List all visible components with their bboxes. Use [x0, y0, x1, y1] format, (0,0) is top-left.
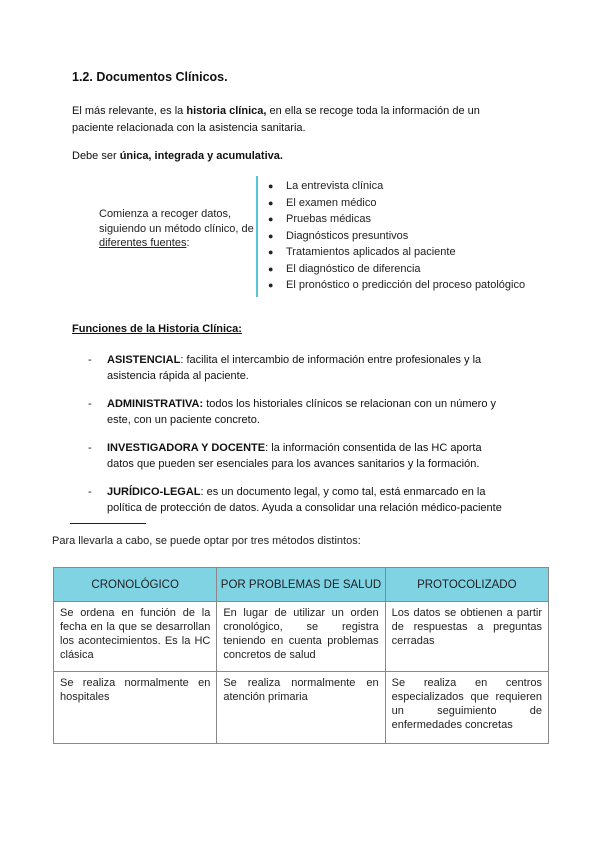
function-item: [88, 352, 508, 384]
must-be-paragraph: [72, 150, 283, 162]
collect-method-item: ● El pronóstico o predicción del proceso patológico: [268, 277, 525, 294]
collect-method-item: ● Pruebas médicas: [268, 211, 525, 228]
function-label: ADMINISTRATIVA:: [107, 398, 204, 410]
collect-methods-list: [268, 178, 525, 294]
functions-title: Funciones de la Historia Clínica:: [72, 323, 242, 335]
table-row: [54, 672, 549, 744]
function-text: : la información consentida de las HC aporta datos que pueden ser esenciales para los avances sanitarios y la formación.: [107, 442, 482, 470]
function-text: : es un documento legal, y como tal, está enmarcado en la política de protección de datos. Ayuda a consolidar una relación médico-paciente: [107, 486, 502, 514]
list-dash: -: [88, 486, 92, 498]
collect-text-suffix: :: [186, 237, 190, 249]
function-item: [88, 396, 508, 428]
intro-pre: El más relevante, es la: [72, 105, 187, 117]
function-text: : facilita el intercambio de información entre profesionales y la asistencia rápida al paciente.: [107, 354, 482, 382]
methods-table: [53, 567, 549, 744]
accent-divider: [256, 176, 258, 297]
list-dash: -: [88, 398, 92, 410]
collect-method-item: ● El examen médico: [268, 195, 525, 212]
section-title: 1.2. Documentos Clínicos.: [72, 70, 228, 84]
collect-method-item: ● El diagnóstico de diferencia: [268, 261, 525, 278]
function-text: todos los historiales clínicos se relacionan con un número y este, con un paciente concreto.: [107, 398, 497, 426]
table-cell: Los datos se obtienen a partir de respuestas a preguntas cerradas: [385, 602, 548, 672]
header-chronological: CRONOLÓGICO: [54, 568, 217, 602]
collect-method-item: ● La entrevista clínica: [268, 178, 525, 195]
function-item: [88, 440, 508, 472]
collect-text-main: Comienza a recoger datos, siguiendo un método clínico, de: [99, 208, 254, 235]
footnote-rule: [70, 523, 146, 524]
list-dash: -: [88, 442, 92, 454]
list-dash: -: [88, 354, 92, 366]
function-label: ASISTENCIAL: [107, 354, 181, 366]
intro-bold: historia clínica,: [186, 105, 267, 117]
methods-lead: Para llevarla a cabo, se puede optar por tres métodos distintos:: [52, 535, 361, 547]
table-row: [54, 602, 549, 672]
collect-text: [99, 207, 259, 251]
function-item: [88, 484, 508, 516]
header-protocolized: PROTOCOLIZADO: [385, 568, 548, 602]
function-label: JURÍDICO-LEGAL: [107, 486, 201, 498]
function-label: INVESTIGADORA Y DOCENTE: [107, 442, 266, 454]
collect-method-item: ● Tratamientos aplicados al paciente: [268, 244, 525, 261]
table-cell: Se realiza normalmente en atención primaria: [217, 672, 385, 744]
must-bold: única, integrada y acumulativa.: [119, 150, 283, 162]
intro-paragraph: [72, 103, 512, 137]
table-cell: Se realiza en centros especializados que requieren un seguimiento de enfermedades concretas: [385, 672, 548, 744]
must-pre: Debe ser: [72, 150, 120, 162]
table-cell: Se ordena en función de la fecha en la que se desarrollan los acontecimientos. Es la HC clásica: [54, 602, 217, 672]
collect-text-underlined: diferentes fuentes: [99, 237, 187, 249]
intro-post: en ella se recoge toda la información de un paciente relacionada con la asistencia sanitaria.: [72, 105, 480, 134]
table-cell: Se realiza normalmente en hospitales: [54, 672, 217, 744]
table-header-row: [54, 568, 549, 602]
table-cell: En lugar de utilizar un orden cronológico, se registra teniendo en cuenta problemas concretos de salud: [217, 602, 385, 672]
header-health-problems: POR PROBLEMAS DE SALUD: [217, 568, 385, 602]
collect-method-item: ● Diagnósticos presuntivos: [268, 228, 525, 245]
functions-list: [88, 352, 508, 528]
